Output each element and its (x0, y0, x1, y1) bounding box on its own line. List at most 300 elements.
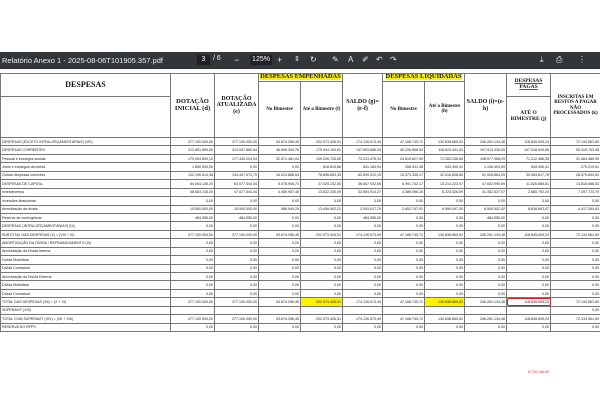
table-cell: 0,00 (507, 197, 551, 205)
table-cell: 0,00 (551, 256, 600, 264)
row-label: Dívida Contratual (1, 289, 171, 297)
table-cell: 0,00 (259, 264, 301, 272)
zoom-out-button[interactable]: − (234, 55, 240, 65)
table-cell: 377.100.000,00 (171, 138, 215, 146)
row-label: RESERVA DO RPPS (1, 323, 171, 331)
table-cell: 0,00 (171, 222, 215, 230)
table-cell: 988.949,25 (259, 205, 301, 213)
header-liquidadas (383, 74, 465, 82)
row-label: Dívida Mobiliária (1, 281, 171, 289)
table-cell: 47.168.740,72 (383, 138, 425, 146)
table-cell (507, 306, 551, 314)
table-cell: 246.261.134,48 (465, 315, 507, 323)
table-cell: 174.126.573,49 (343, 230, 383, 238)
table-cell: 0,00 (215, 273, 259, 281)
table-cell: 202.973.426,51 (301, 315, 343, 323)
table-cell: 0,00 (301, 239, 343, 247)
table-cell: 48.663.145,20 (171, 188, 215, 196)
row-label: TOTAL DAS DESPESAS (XII) = (X + XI) (1, 298, 171, 306)
table-cell: 0,00 (425, 264, 465, 272)
row-label: Amortização da Dívida Externa (1, 273, 171, 281)
table-cell: 0,00 (215, 323, 259, 331)
table-cell: 0,00 (551, 239, 600, 247)
table-cell: 0,00 (301, 213, 343, 221)
table-cell: 0,00 (215, 163, 259, 171)
table-cell: 377.100.000,00 (171, 298, 215, 306)
table-cell: 59.319.753,08 (551, 146, 600, 154)
table-cell: 0,00 (171, 256, 215, 264)
table-cell: 109.226.726,60 (301, 154, 343, 162)
header-pagas (507, 74, 551, 97)
table-cell: 0,00 (465, 264, 507, 272)
text-icon[interactable]: A (348, 55, 354, 64)
table-cell: 0,00 (171, 197, 215, 205)
table-cell: 130.838.865,52 (425, 315, 465, 323)
table-cell: 313.537.880,64 (215, 146, 259, 154)
table-cell: 0,00 (507, 247, 551, 255)
table-cell: 116.624.441,53 (425, 146, 465, 154)
table-cell (301, 306, 343, 314)
table-cell: 0,00 (507, 289, 551, 297)
row-label: SUBTOTAL DAS DESPESAS (X) = (VIII + IX) (1, 230, 171, 238)
download-icon[interactable]: ⤓ (540, 55, 544, 64)
table-cell: 42.518.808,85 (425, 171, 465, 179)
table-row (1, 180, 600, 188)
table-cell: 0,00 (171, 323, 215, 331)
table-cell: 202.973.426,51 (301, 138, 343, 146)
table-cell: 64.063.145,20 (171, 180, 215, 188)
table-cell: 275.219,61 (551, 163, 600, 171)
table-cell (465, 306, 507, 314)
table-cell: 15.373.335,17 (383, 171, 425, 179)
print-icon[interactable]: ⎙ (556, 55, 563, 64)
table-cell: 24.619.827,90 (383, 154, 425, 162)
table-cell: 0,00 (215, 247, 259, 255)
table-cell: 0,00 (343, 197, 383, 205)
table-cell: 134.447.673,70 (215, 171, 259, 179)
header-saldo-g: SALDO (g)=(e-f) (343, 74, 383, 138)
table-cell: 108.977.968,29 (465, 154, 507, 162)
table-cell: 0,00 (551, 197, 600, 205)
table-cell: 2.685.792,24 (507, 188, 551, 196)
table-cell (215, 306, 259, 314)
table-cell: 0,00 (259, 289, 301, 297)
table-row (1, 306, 600, 314)
table-cell: 0,00 (507, 213, 551, 221)
table-cell: 1.106.404,59 (465, 163, 507, 171)
table-cell: 0,00 (425, 323, 465, 331)
table-cell: 0,00 (551, 281, 600, 289)
table-cell: 0,00 (383, 273, 425, 281)
table-cell: 0,00 (383, 289, 425, 297)
table-cell: 0,00 (343, 222, 383, 230)
table-cell: 0,00 (215, 264, 259, 272)
table-cell: 130.838.865,52 (425, 230, 465, 238)
table-cell: 377.100.000,00 (215, 298, 259, 306)
table-cell: 72.134.561,59 (551, 315, 600, 323)
table-cell: 0,00 (507, 281, 551, 289)
table-cell: 0,00 (343, 281, 383, 289)
undo-icon[interactable]: ↶ (376, 55, 383, 64)
table-cell: 107.318.919,58 (507, 146, 551, 154)
table-cell: 47.168.740,72 (383, 298, 425, 306)
table-cell: 1.650.000,00 (171, 163, 215, 171)
table-cell: 0,00 (551, 306, 600, 314)
table-cell: 0,00 (507, 264, 551, 272)
table-row (1, 256, 600, 264)
table-row (1, 188, 600, 196)
row-label: DESPESAS CORRENTES (1, 146, 171, 154)
row-label: SUPERAVIT (XIII) (1, 306, 171, 314)
table-cell: 0,00 (465, 256, 507, 264)
table-cell: 0,00 (551, 273, 600, 281)
header-saldo-i: SALDO (i)=(e-h) (465, 74, 507, 138)
table-cell: 197.913.439,09 (465, 146, 507, 154)
table-cell: 47.168.740,72 (383, 315, 425, 323)
table-cell (425, 306, 465, 314)
table-cell: 118.845.605,24 (507, 138, 551, 146)
table-cell: 13.622.230,09 (301, 188, 343, 196)
table-cell: 137.593.686,03 (343, 146, 383, 154)
table-cell: 0,00 (425, 281, 465, 289)
draw-icon[interactable]: ✎ (332, 55, 339, 64)
table-cell: 0,00 (343, 323, 383, 331)
table-cell: 0,00 (425, 256, 465, 264)
table-cell: 0,00 (507, 323, 551, 331)
table-cell: 0,00 (171, 273, 215, 281)
handwritten-annotation: 8.710.146,90 (528, 370, 549, 374)
table-cell: 0,00 (507, 273, 551, 281)
table-cell: 0,00 (551, 213, 600, 221)
table-cell: 0,00 (465, 289, 507, 297)
table-cell: 0,00 (215, 289, 259, 297)
table-cell: 32.571.481,04 (259, 154, 301, 162)
table-cell: 6.224.326,59 (425, 188, 465, 196)
table-cell: 8.838.893,47 (507, 205, 551, 213)
header-dotacao-inicial: DOTAÇÃO INICIAL (d) (171, 74, 215, 138)
table-cell: 484.955,00 (465, 213, 507, 221)
table-cell: 63.077.544,34 (215, 180, 259, 188)
table-cell: 202.973.426,51 (301, 230, 343, 238)
header-pagas-ate: ATÉ O BIMESTRE (j) (507, 97, 551, 138)
table-row (1, 264, 600, 272)
table-cell: 0,00 (383, 281, 425, 289)
table-cell: 91.928.864,25 (465, 171, 507, 179)
table-cell: 0,00 (301, 289, 343, 297)
table-row (1, 273, 600, 281)
header-despesas: DESPESAS (1, 74, 171, 97)
table-cell: 175.944.194,61 (301, 146, 343, 154)
table-row (1, 197, 600, 205)
table-row (1, 171, 600, 179)
table-cell: 0,00 (171, 281, 215, 289)
table-cell: 0,00 (425, 289, 465, 297)
table-cell: 0,00 (259, 256, 301, 264)
table-cell: 47.168.740,72 (383, 230, 425, 238)
table-cell: 31.464.489,95 (551, 154, 600, 162)
table-row (1, 247, 600, 255)
table-cell: 0,00 (383, 197, 425, 205)
table-row (1, 138, 600, 146)
table-cell: 0,00 (259, 239, 301, 247)
table-cell: 0,00 (171, 289, 215, 297)
page-number-input[interactable]: 3 (197, 55, 210, 65)
table-row (1, 230, 600, 238)
table-cell (383, 306, 425, 314)
table-cell: 174.126.573,49 (343, 138, 383, 146)
table-cell: 53.674.256,45 (259, 138, 301, 146)
header-empenhadas (259, 74, 343, 82)
row-label: Amortização da Dívida Interna (1, 247, 171, 255)
table-row (1, 163, 600, 171)
table-cell: 118.845.605,24 (507, 315, 551, 323)
row-label: TOTAL COM SUPERAVIT (XIV) = (XII + XIII) (1, 315, 171, 323)
table-cell: 0,00 (425, 273, 465, 281)
table-cell: 312.851.899,00 (171, 146, 215, 154)
table-row (1, 281, 600, 289)
table-cell: 543.395,41 (507, 163, 551, 171)
row-label: Pessoal e encargos sociais (1, 154, 171, 162)
table-cell: 0,00 (465, 323, 507, 331)
table-cell: 16.023.868,64 (259, 171, 301, 179)
table-cell: 0,00 (383, 239, 425, 247)
row-label: Dívida Contratual (1, 264, 171, 272)
table-row (1, 289, 600, 297)
row-label: DESPESAS (EXCETO INTRA-ORÇAMENTÁRIAS) (VIII) (1, 138, 171, 146)
table-cell: 0,00 (465, 222, 507, 230)
table-cell: 47.577.544,34 (215, 188, 259, 196)
header-pagas-text: DESPESAS PAGAS (514, 78, 543, 90)
table-cell: 0,00 (301, 247, 343, 255)
row-label: Juros e encargos da dívida (1, 163, 171, 171)
table-cell: 0,00 (301, 256, 343, 264)
table-cell: 179.004.893,10 (171, 154, 215, 162)
highlight-icon[interactable]: ✐ (362, 55, 369, 64)
table-cell: 818.815,86 (301, 163, 343, 171)
document-title: Relatório Anexo 1 - 2025-08-06T101905.357.pdf (2, 56, 163, 65)
table-cell: 6.990.097,00 (425, 205, 465, 213)
table-cell: 0,00 (215, 239, 259, 247)
table-cell (259, 306, 301, 314)
table-cell: 8.509.502,42 (465, 205, 507, 213)
table-cell: 0,00 (551, 323, 600, 331)
table-cell: 0,00 (425, 239, 465, 247)
table-row (1, 154, 600, 162)
table-cell: 0,00 (343, 289, 383, 297)
table-cell: 484.955,00 (215, 213, 259, 221)
fit-page-icon[interactable]: ⇕ (294, 56, 300, 63)
table-row (1, 205, 600, 213)
table-cell: 0,00 (465, 197, 507, 205)
header-liq-ate: Até o Bimestre (h) (425, 81, 465, 137)
table-row (1, 315, 600, 323)
table-cell (343, 306, 383, 314)
table-cell: 0,00 (215, 197, 259, 205)
table-cell: 0,00 (259, 163, 301, 171)
table-row (1, 298, 600, 306)
table-cell: 4.417.284,63 (551, 205, 600, 213)
header-despesas-spacer (1, 97, 171, 138)
table-cell: 0,00 (551, 247, 600, 255)
table-cell: 0,00 (465, 247, 507, 255)
table-cell: 2.602.747,91 (383, 205, 425, 213)
header-liq-bimestre: No Bimestre (383, 81, 425, 137)
table-cell: 0,00 (551, 264, 600, 272)
table-cell: 53.674.256,45 (259, 315, 301, 323)
table-cell: 47.602.990,59 (465, 180, 507, 188)
table-cell: 0,00 (171, 264, 215, 272)
table-cell: 0,00 (301, 222, 343, 230)
header-emp-bimestre: No Bimestre (259, 81, 301, 137)
table-cell: 33.954.914,27 (343, 188, 383, 196)
table-cell: 484.955,00 (171, 213, 215, 221)
table-cell: 377.100.000,00 (215, 138, 259, 146)
table-cell: 0,00 (343, 264, 383, 272)
table-cell: 13.406.902,21 (301, 205, 343, 213)
table-cell: 53.674.256,45 (259, 230, 301, 238)
table-cell: 377.100.000,00 (171, 230, 215, 238)
row-label: AMORTIZAÇÃO DA DÍVIDA / REFINANCIAMENTO (XI) (1, 239, 171, 247)
table-cell: 0,00 (171, 239, 215, 247)
table-cell: 13.214.223,97 (425, 180, 465, 188)
row-label: Investimentos (1, 188, 171, 196)
table-row (1, 213, 600, 221)
table-cell (171, 306, 215, 314)
table-cell: 0,00 (383, 256, 425, 264)
table-cell: 130.838.865,52 (425, 298, 465, 306)
table-cell: 72.134.561,59 (551, 138, 600, 146)
table-cell: 46.595.349,76 (259, 146, 301, 154)
table-cell: 0,00 (425, 197, 465, 205)
table-cell: 15.500.000,00 (215, 205, 259, 213)
expense-table (0, 73, 600, 332)
table-cell: 130.838.865,52 (425, 138, 465, 146)
table-cell: 2.093.017,79 (343, 205, 383, 213)
pdf-toolbar (0, 52, 600, 69)
table-cell: 13.815.686,53 (551, 180, 600, 188)
table-cell: 377.100.000,00 (171, 315, 215, 323)
table-cell: 4.389.096,26 (383, 188, 425, 196)
table-cell: 0,00 (425, 222, 465, 230)
table-cell: 0,00 (259, 247, 301, 255)
table-cell: 41.352.637,97 (465, 188, 507, 196)
table-cell: 0,00 (301, 273, 343, 281)
table-cell: 0,00 (259, 222, 301, 230)
table-cell: 73.213.478,34 (343, 154, 383, 162)
table-cell: 0,00 (301, 281, 343, 289)
table-cell: 174.126.573,49 (343, 315, 383, 323)
row-label: Inversões financeiras (1, 197, 171, 205)
table-cell: 5.078.906,73 (259, 180, 301, 188)
table-cell: 484.955,00 (343, 213, 383, 221)
rotate-icon[interactable]: ↻ (310, 55, 317, 64)
redo-icon[interactable]: ↷ (390, 55, 397, 64)
table-cell: 0,00 (425, 213, 465, 221)
table-cell: 0,00 (507, 239, 551, 247)
table-cell: 0,00 (551, 289, 600, 297)
page-total: / 6 (213, 55, 221, 62)
table-cell: 0,00 (383, 247, 425, 255)
table-cell: 258.531,48 (383, 163, 425, 171)
table-row (1, 222, 600, 230)
table-cell: 15.500.000,00 (171, 205, 215, 213)
table-cell: 0,00 (259, 323, 301, 331)
table-cell: 72.262.236,65 (425, 154, 465, 162)
table-cell: 6.991.742,17 (383, 180, 425, 188)
row-label: Dívida Mobiliária (1, 256, 171, 264)
table-cell: 0,00 (343, 256, 383, 264)
header-dotacao-atualizada: DOTAÇÃO ATUALIZADA (e) (215, 74, 259, 138)
table-cell: 0,00 (465, 239, 507, 247)
row-label: DESPESAS DE CAPITAL (1, 180, 171, 188)
table-cell: 0,00 (507, 256, 551, 264)
table-cell: 0,00 (215, 256, 259, 264)
header-inscritas: INSCRITAS EM RESTOS A PAGAR NÃO PROCESSADOS (k) (551, 74, 600, 138)
table-cell: 71.212.486,35 (507, 154, 551, 162)
table-cell: 78.896.653,35 (301, 171, 343, 179)
table-cell: 0,00 (383, 264, 425, 272)
zoom-level[interactable]: 125% (250, 55, 272, 65)
table-cell: 0,00 (343, 239, 383, 247)
table-cell: 118.845.605,24 (507, 230, 551, 238)
header-empenhadas-text: DESPESAS EMPENHADAS (260, 73, 341, 80)
table-cell: 132.196.914,38 (171, 171, 215, 179)
table-cell: 0,00 (171, 247, 215, 255)
more-options-icon[interactable]: ⋮ (578, 55, 586, 64)
table-cell: 246.261.134,48 (465, 298, 507, 306)
table-body (1, 138, 600, 332)
table-cell: 0,00 (383, 222, 425, 230)
table-cell: 72.134.561,59 (551, 298, 600, 306)
table-cell: 0,00 (301, 323, 343, 331)
table-cell: 0,00 (259, 281, 301, 289)
table-cell: 177.440.204,94 (215, 154, 259, 162)
table-cell: 202.973.426,51 (301, 298, 343, 306)
row-label: DESPESAS (INTRA-ORÇAMENTÁRIAS) (IX) (1, 222, 171, 230)
table-cell: 0,00 (507, 222, 551, 230)
table-cell: 53.674.256,45 (259, 298, 301, 306)
table-cell: 0,00 (465, 281, 507, 289)
table-row (1, 323, 600, 331)
table-cell: 0,00 (551, 222, 600, 230)
header-emp-ate: Até o Bimestre (f) (301, 81, 343, 137)
table-cell: 377.100.000,00 (215, 315, 259, 323)
table-cell: 0,00 (259, 197, 301, 205)
table-row (1, 239, 600, 247)
row-label: Outras despesas correntes (1, 171, 171, 179)
row-label: Reserva de contingência (1, 213, 171, 221)
table-cell: 4.089.957,46 (259, 188, 301, 196)
table-cell: 0,00 (383, 323, 425, 331)
table-cell: 631.184,94 (343, 163, 383, 171)
table-cell: 0,00 (259, 213, 301, 221)
table-cell: 63.549.022,15 (343, 171, 383, 179)
header-liquidadas-text: DESPESAS LIQUIDADAS (385, 73, 462, 80)
table-cell: 35.563.617,78 (507, 171, 551, 179)
table-cell: 0,00 (343, 247, 383, 255)
table-row (1, 146, 600, 154)
table-cell: 0,00 (301, 197, 343, 205)
zoom-in-button[interactable]: + (277, 55, 283, 65)
table-cell: 174.126.573,49 (343, 298, 383, 306)
table-cell: 0,00 (465, 273, 507, 281)
table-cell: 36.607.932,06 (343, 180, 383, 188)
pdf-page (0, 73, 600, 400)
table-cell: 0,00 (215, 222, 259, 230)
table-cell: 0,00 (425, 247, 465, 255)
table-cell: 0,00 (215, 281, 259, 289)
table-cell: 0,00 (301, 264, 343, 272)
